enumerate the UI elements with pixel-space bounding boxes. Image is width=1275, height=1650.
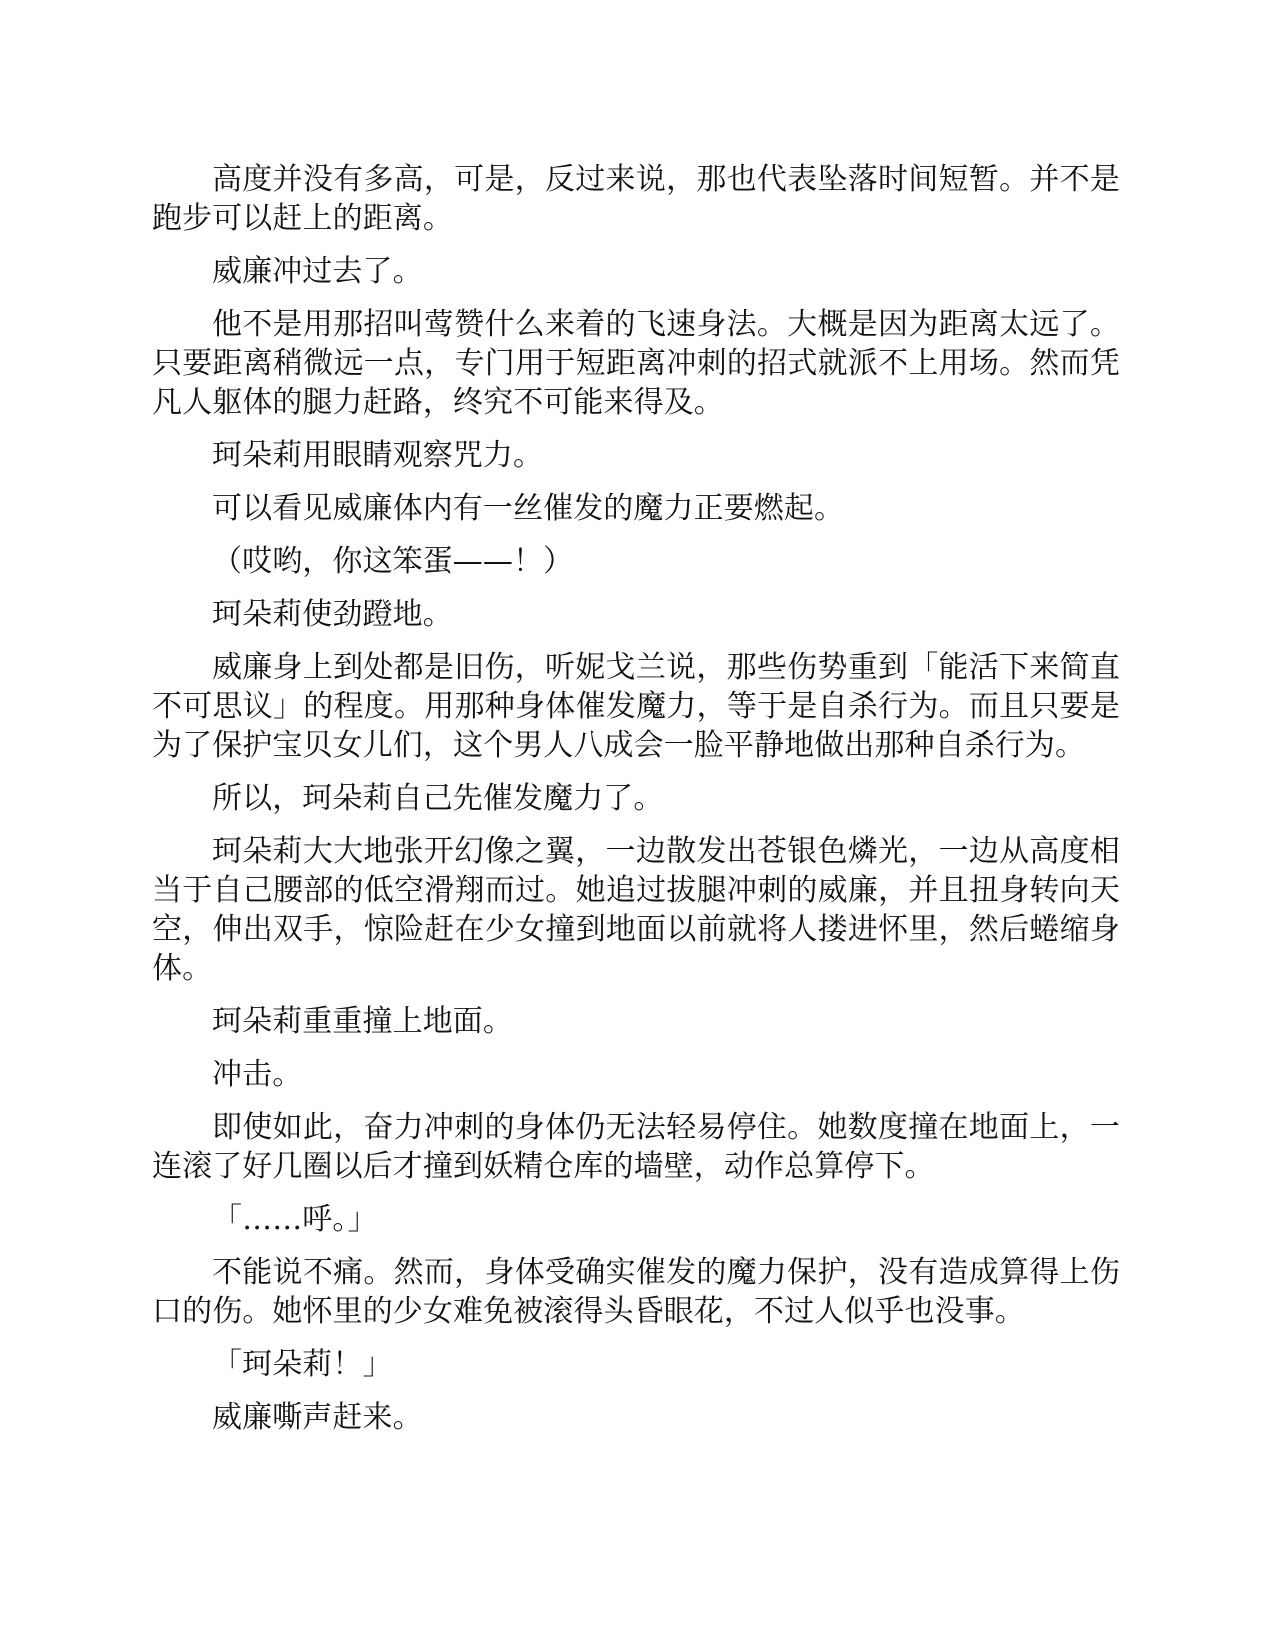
paragraph-8: 威廉身上到处都是旧伤，听妮戈兰说，那些伤势重到「能活下来简直不可思议」的程度。用那种身体催发魔力，等于是自杀行为。而且只要是为了保护宝贝女儿们，这个男人八成会一脸平静地做出那种自杀行为。 [152,650,1120,763]
paragraph-17: 威廉嘶声赶来。 [212,1400,423,1435]
paragraph-10: 珂朵莉大大地张开幻像之翼，一边散发出苍银色燐光，一边从高度相当于自己腰部的低空滑翔而过。她追过拔腿冲刺的威廉，并且扭身转向天空，伸出双手，惊险赶在少女撞到地面以前就将人搂进怀里，然后蜷缩身体。 [152,834,1120,986]
paragraph-15: 不能说不痛。然而，身体受确实催发的魔力保护，没有造成算得上伤口的伤。她怀里的少女难免被滚得头昏眼花，不过人似乎也没事。 [152,1255,1120,1329]
paragraph-1: 高度并没有多高，可是，反过来说，那也代表坠落时间短暂。并不是跑步可以赶上的距离。 [152,162,1120,236]
paragraph-7: 珂朵莉使劲蹬地。 [212,597,453,632]
paragraph-5: 可以看见威廉体内有一丝催发的魔力正要燃起。 [212,491,845,526]
paragraph-13: 即使如此，奋力冲刺的身体仍无法轻易停住。她数度撞在地面上，一连滚了好几圈以后才撞到妖精仓库的墙壁，动作总算停下。 [152,1110,1120,1184]
paragraph-11: 珂朵莉重重撞上地面。 [212,1004,513,1039]
paragraph-9: 所以，珂朵莉自己先催发魔力了。 [212,781,664,816]
paragraph-4: 珂朵莉用眼睛观察咒力。 [212,438,544,473]
body-text [152,160,1120,1451]
paragraph-16: 「珂朵莉！」 [212,1347,393,1382]
paragraph-3: 他不是用那招叫莺赞什么来着的飞速身法。大概是因为距离太远了。只要距离稍微远一点，专门用于短距离冲刺的招式就派不上用场。然而凭凡人躯体的腿力赶路，终究不可能来得及。 [152,307,1120,420]
paragraph-2: 威廉冲过去了。 [212,254,423,289]
paragraph-14: 「……呼。」 [212,1202,378,1237]
paragraph-6: （哎哟，你这笨蛋——！） [212,544,574,579]
paragraph-12: 冲击。 [212,1057,303,1092]
